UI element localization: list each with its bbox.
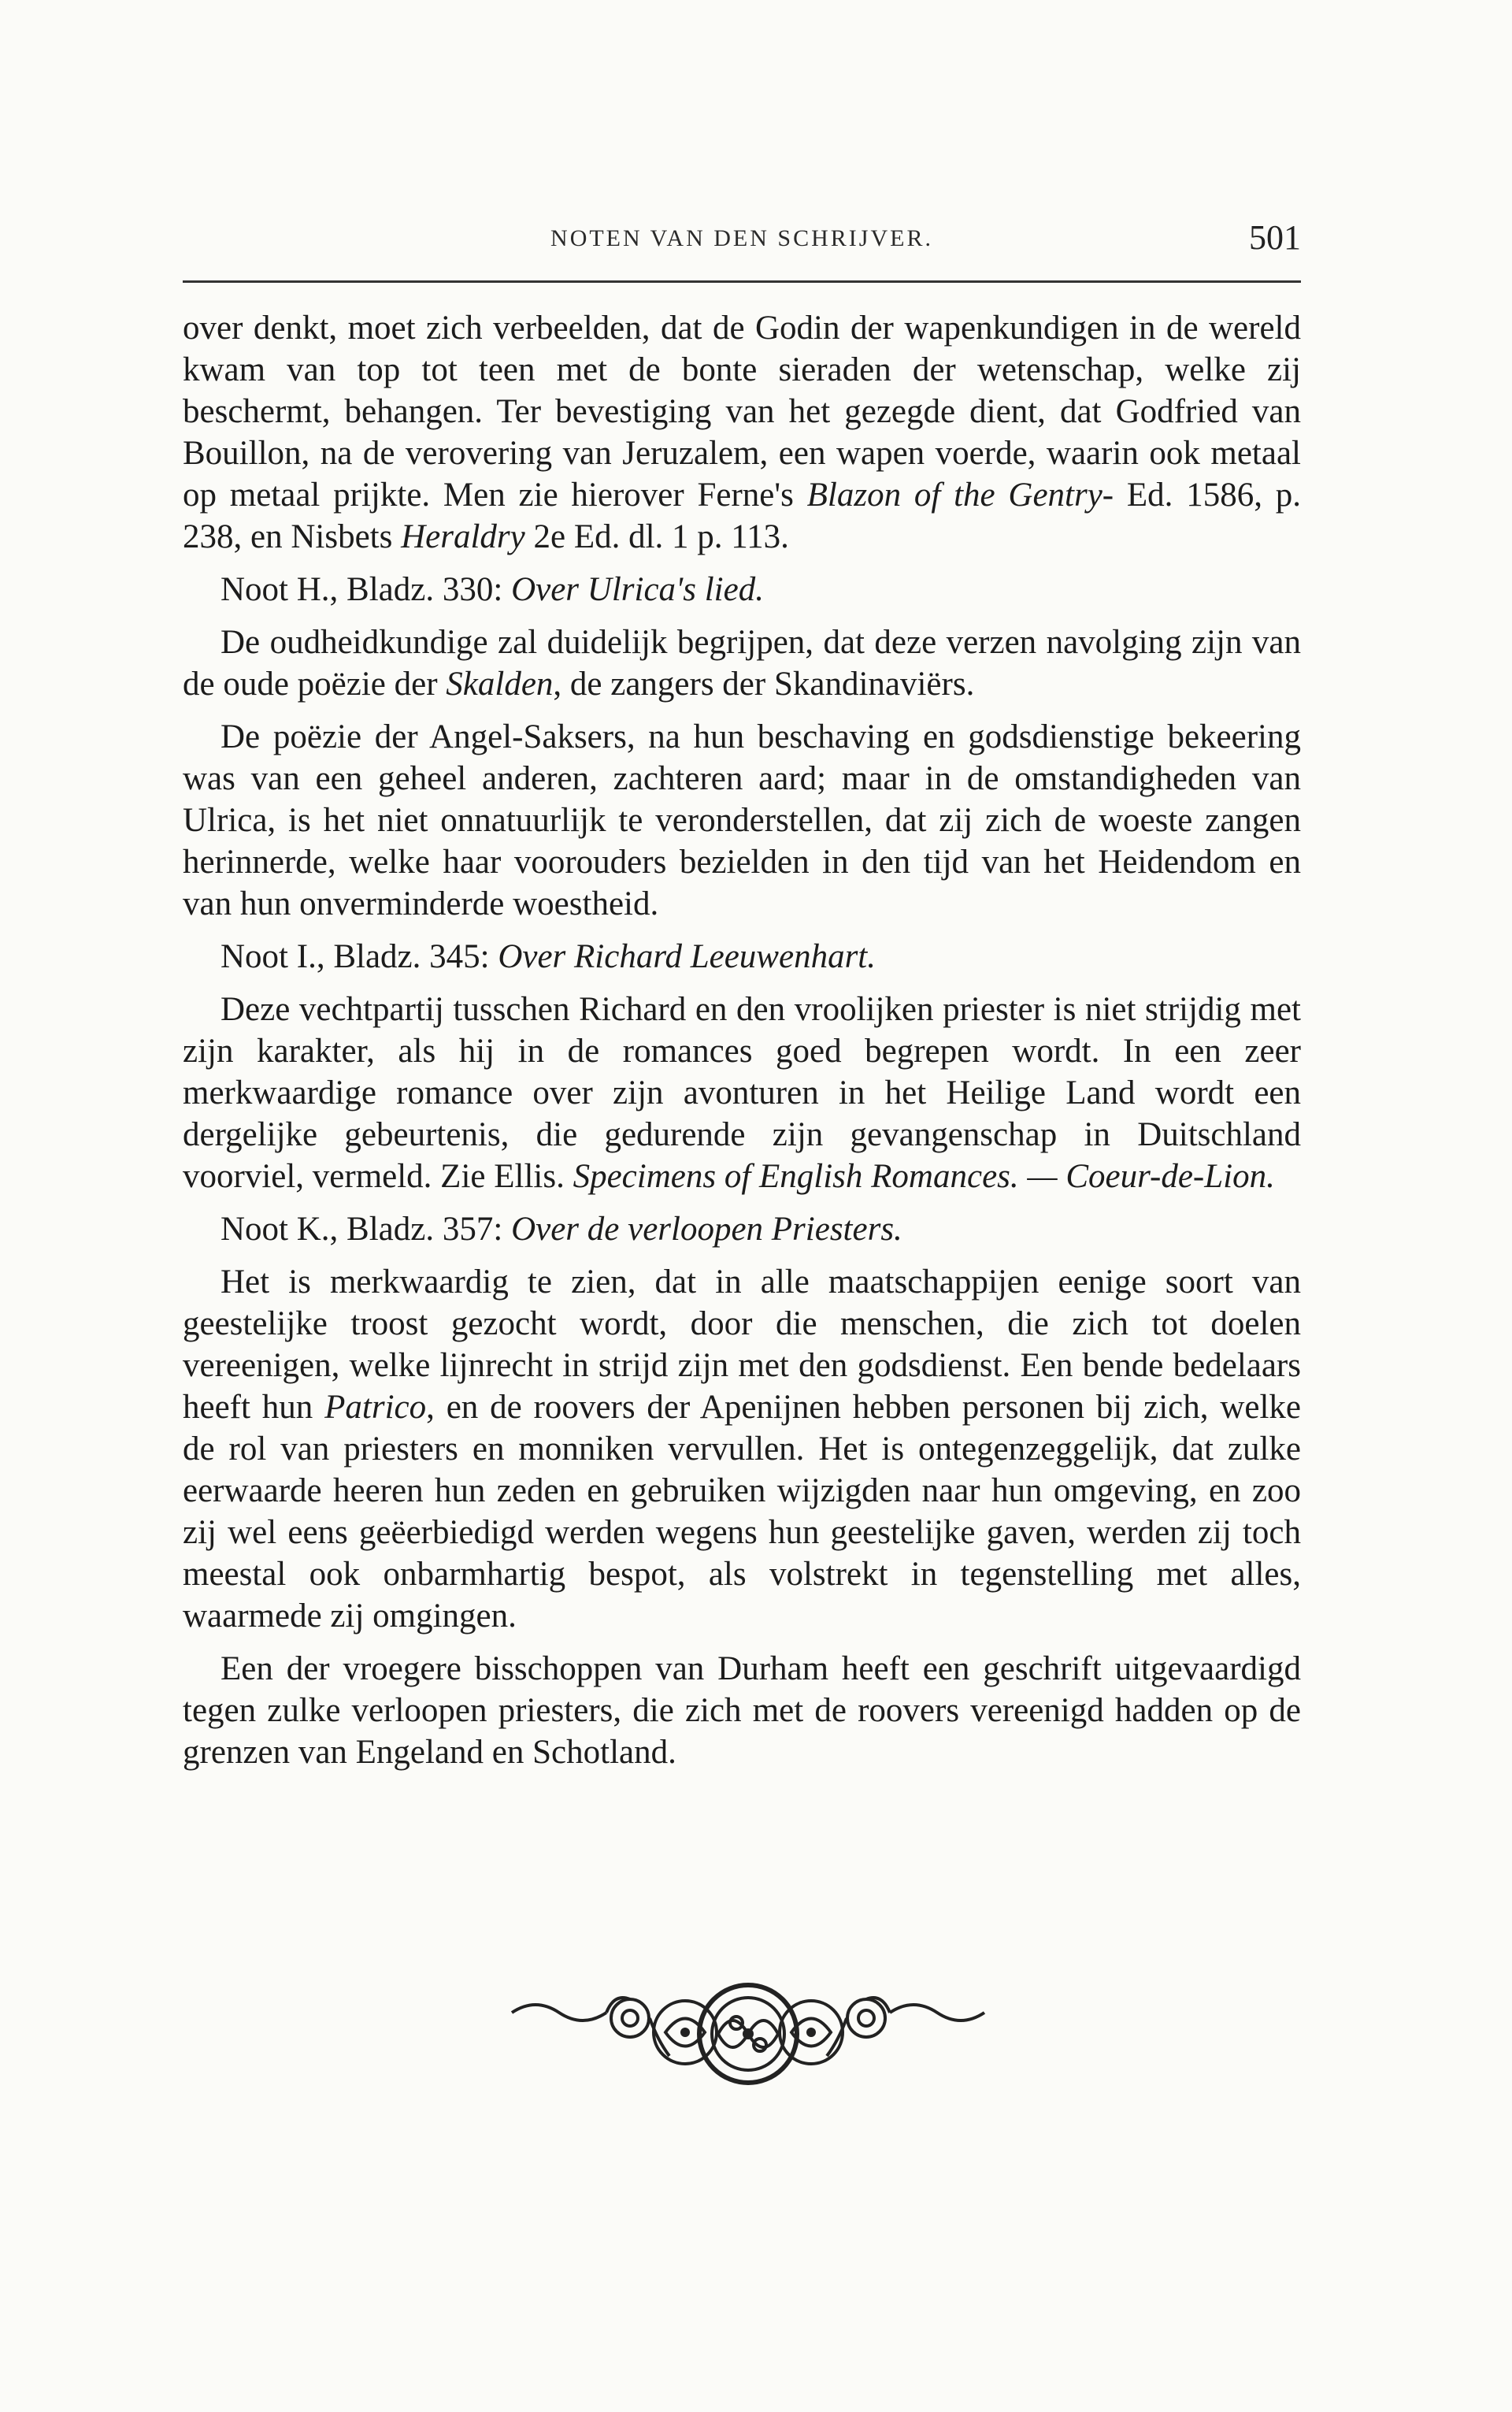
note-label: Noot H., Bladz. 330:	[220, 571, 512, 608]
note-title: Over de verloopen Priesters.	[511, 1211, 902, 1248]
italic-title: Specimens of English Romances. — Coeur-de-Lion.	[573, 1158, 1275, 1195]
note-heading-h	[183, 569, 1301, 610]
text-span: De oudheidkundige zal duidelijk begrijpen, dat deze verzen navolging zijn van de oude poëzie der	[183, 624, 1301, 703]
page-header	[183, 217, 1301, 265]
note-label: Noot K., Bladz. 357:	[220, 1211, 512, 1248]
text-span: 2e Ed. dl. 1 p. 113.	[524, 518, 789, 555]
text-span: Het is merkwaardig te zien, dat in alle maatschappijen eenige soort van geestelijke troost gezocht wordt, door die menschen, die zich tot doelen vereenigen, welke lijnrecht in strijd zijn met den godsdienst. Een bende bedelaars heeft hun	[183, 1264, 1301, 1426]
italic-term: Skalden	[446, 666, 554, 703]
paragraph-continued	[183, 307, 1301, 558]
italic-title: Blazon of the Gentry-	[806, 477, 1114, 514]
ornamental-vignette-icon	[504, 1969, 992, 2095]
paragraph	[183, 1261, 1301, 1637]
note-heading-k	[183, 1208, 1301, 1250]
paragraph: De poëzie der Angel-Saksers, na hun beschaving en godsdienstige bekeering was van een geheel anderen, zachteren aard; maar in de omstandigheden van Ulrica, is het niet onnatuurlijk te veronderstellen, dat zij zich de woeste zangen herinnerde, welke haar voorouders bezielden in den tijd van het Heidendom en van hun onverminderde woestheid.	[183, 718, 1301, 922]
text-span: over denkt, moet zich verbeelden, dat de Godin der wapenkundigen in de wereld kwam van top tot teen met de bonte sieraden der wetenschap, welke zij beschermt, behangen. Ter bevestiging van het gezegde dient, dat Godfried van Bouillon, na de verovering van Jeruzalem, een wapen voerde, waarin ook metaal op metaal prijkte. Men zie hierover Ferne's	[183, 310, 1301, 514]
paragraph	[183, 622, 1301, 705]
note-title: Over Richard Leeuwenhart.	[498, 938, 876, 975]
note-title: Over Ulrica's lied.	[511, 571, 764, 608]
header-rule	[183, 280, 1301, 283]
page-number: 501	[1249, 218, 1301, 257]
italic-term: Patrico	[324, 1389, 427, 1426]
text-span: Ed. 1586, p. 238, en Nisbets	[183, 477, 1301, 555]
text-span: , de zangers der Skandinaviërs.	[553, 666, 975, 703]
running-title: NOTEN VAN DEN SCHRIJVER.	[550, 225, 933, 251]
paragraph: Een der vroegere bisschoppen van Durham heeft een geschrift uitgevaardigd tegen zulke verloopen priesters, die zich met de roovers vereenigd hadden op de grenzen van Engeland en Schotland.	[183, 1650, 1301, 1771]
page-body	[183, 307, 1301, 1784]
paragraph	[183, 989, 1301, 1197]
note-label: Noot I., Bladz. 345:	[220, 938, 498, 975]
note-heading-i	[183, 936, 1301, 978]
text-span: Deze vechtpartij tusschen Richard en den vroolijken priester is niet strijdig met zijn karakter, als hij in de romances goed begrepen wordt. In een zeer merkwaardige romance over zijn avonturen in het Heilige Land wordt een dergelijke gebeurtenis, die gedurende zijn gevangenschap in Duitschland voorviel, vermeld. Zie Ellis.	[183, 991, 1301, 1195]
text-span: , en de roovers der Apenijnen hebben personen bij zich, welke de rol van priesters en monniken vervullen. Het is ontegenzeggelijk, dat zulke eerwaarde heeren hun zeden en gebruiken wijzigden naar hun omgeving, en zoo zij wel eens geëerbiedigd werden wegens hun geestelijke gaven, werden zij toch meestal ook onbarmhartig bespot, als volstrekt in tegenstelling met alles, waarmede zij omgingen.	[183, 1389, 1301, 1635]
italic-title: Heraldry	[401, 518, 525, 555]
